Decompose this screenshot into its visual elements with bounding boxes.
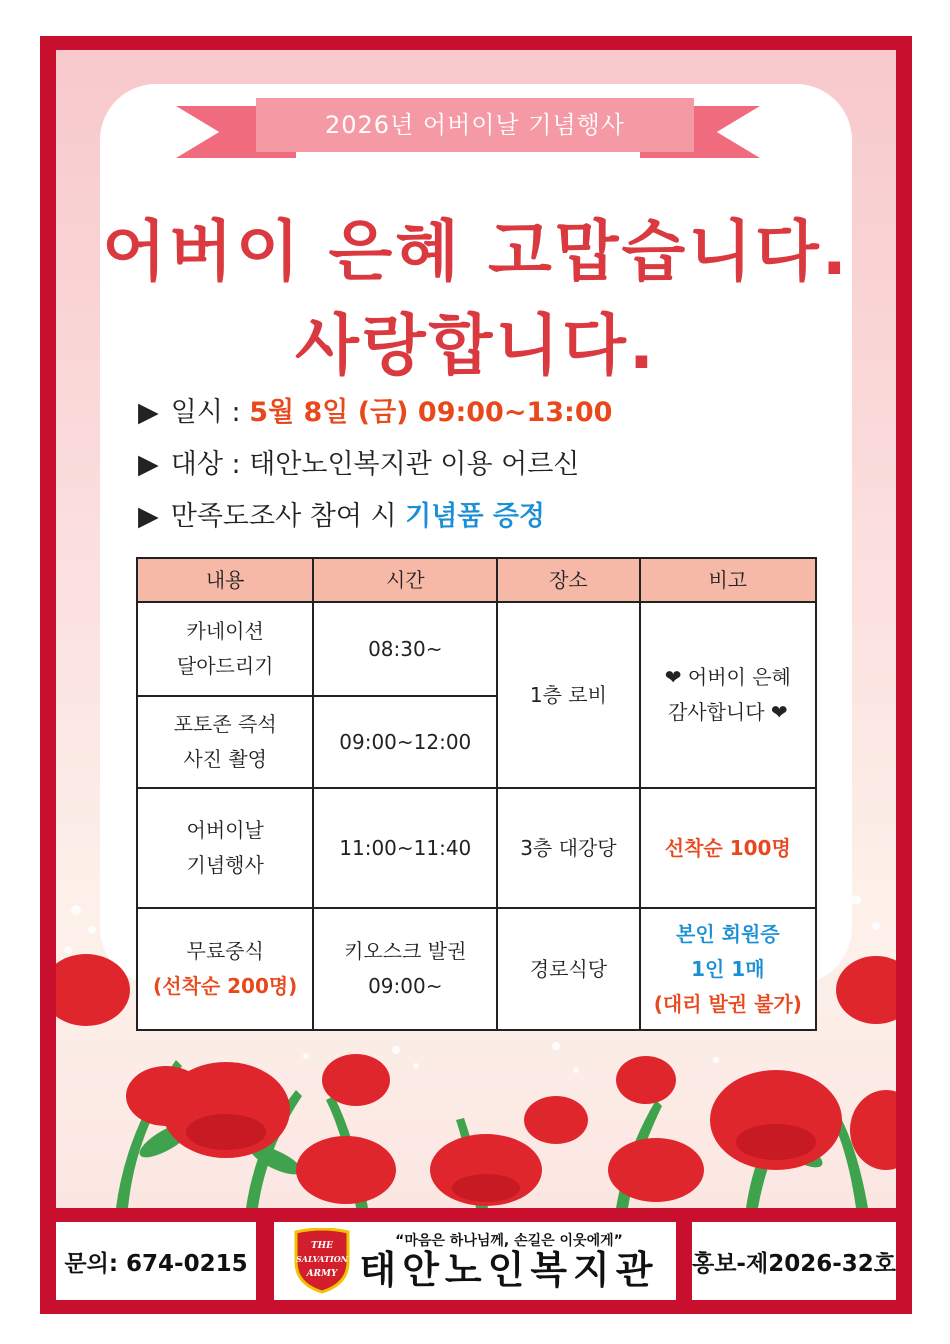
table-cell-time: 11:00~11:40: [313, 788, 497, 908]
date-label: 일시 :: [170, 397, 250, 428]
table-row: [137, 788, 816, 908]
target-label: 대상 :: [170, 449, 250, 480]
cell-line: 포토존 즉석: [173, 712, 277, 736]
svg-text:SALVATION: SALVATION: [295, 1254, 348, 1264]
cell-line: 카네이션: [186, 619, 264, 643]
cell-line: 키오스크 발권: [344, 939, 467, 963]
contact-box: [56, 1222, 256, 1300]
table-cell-note: [640, 602, 816, 788]
cell-line: 본인 회원증: [676, 921, 780, 946]
cell-line: (선착순 200명): [153, 974, 298, 998]
table-cell-content: [137, 788, 313, 908]
table-cell-note: 선착순 100명: [640, 788, 816, 908]
target-value: 태안노인복지관 이용 어르신: [249, 449, 580, 480]
svg-text:ARMY: ARMY: [306, 1269, 337, 1279]
salvation-army-logo: [292, 1228, 352, 1294]
cell-line: 감사합니다 ❤: [667, 700, 788, 724]
cell-line: 무료중식: [186, 939, 264, 963]
table-cell-note: [640, 908, 816, 1030]
event-ribbon: 2026년 어버이날 기념행사: [256, 98, 694, 152]
organization-box: [274, 1222, 676, 1300]
table-header-row: [137, 558, 816, 602]
organization-text: [360, 1230, 659, 1292]
document-number: 홍보-제2026-32호: [692, 1250, 896, 1277]
cell-line: 1인 1매: [691, 956, 765, 981]
bullet-icon: ▶: [138, 501, 159, 532]
svg-text:THE: THE: [310, 1241, 333, 1251]
survey-gift: 기념품 증정: [405, 501, 545, 532]
organization-name: 태안노인복지관: [359, 1248, 659, 1293]
table-cell-place: 경로식당: [497, 908, 639, 1030]
headline-line-1: 어버이 은혜 고맙습니다.: [102, 213, 850, 290]
table-cell-content: [137, 602, 313, 696]
header-content: 내용: [137, 558, 313, 602]
table-cell-content: [137, 908, 313, 1030]
slogan: “마음은 하나님께, 손길은 이웃에게”: [395, 1233, 623, 1250]
header-place: 장소: [497, 558, 639, 602]
cell-line: 달아드리기: [176, 654, 274, 678]
table-row: [137, 908, 816, 1030]
info-date: [138, 390, 612, 429]
table-cell-time: 09:00~12:00: [313, 696, 497, 788]
shield-logo-icon: [292, 1228, 352, 1294]
date-value: 5월 8일 (금) 09:00~13:00: [249, 397, 613, 428]
table-cell-time: 08:30~: [313, 602, 497, 696]
cell-line: ❤ 어버이 은혜: [664, 665, 791, 689]
bullet-icon: ▶: [138, 449, 159, 480]
schedule-table: [136, 557, 817, 1031]
contact-text: 문의: 674-0215: [64, 1250, 248, 1277]
cell-line: 어버이날: [186, 818, 264, 842]
headline-line-2: 사랑합니다.: [295, 307, 657, 384]
header-time: 시간: [313, 558, 497, 602]
info-survey: [138, 494, 545, 533]
table-cell-place: 3층 대강당: [497, 788, 639, 908]
info-target: [138, 442, 579, 481]
bullet-icon: ▶: [138, 397, 159, 428]
table-row: [137, 602, 816, 696]
table-cell-content: [137, 696, 313, 788]
cell-line: 09:00~: [368, 974, 443, 998]
cell-line: 사진 촬영: [183, 747, 267, 771]
survey-text: 만족도조사 참여 시: [170, 501, 406, 532]
cell-line: 기념행사: [186, 853, 264, 877]
header-note: 비고: [640, 558, 816, 602]
cell-line: (대리 발권 불가): [653, 991, 802, 1016]
table-cell-place: 1층 로비: [497, 602, 639, 788]
table-cell-time: [313, 908, 497, 1030]
document-number-box: [692, 1222, 896, 1300]
